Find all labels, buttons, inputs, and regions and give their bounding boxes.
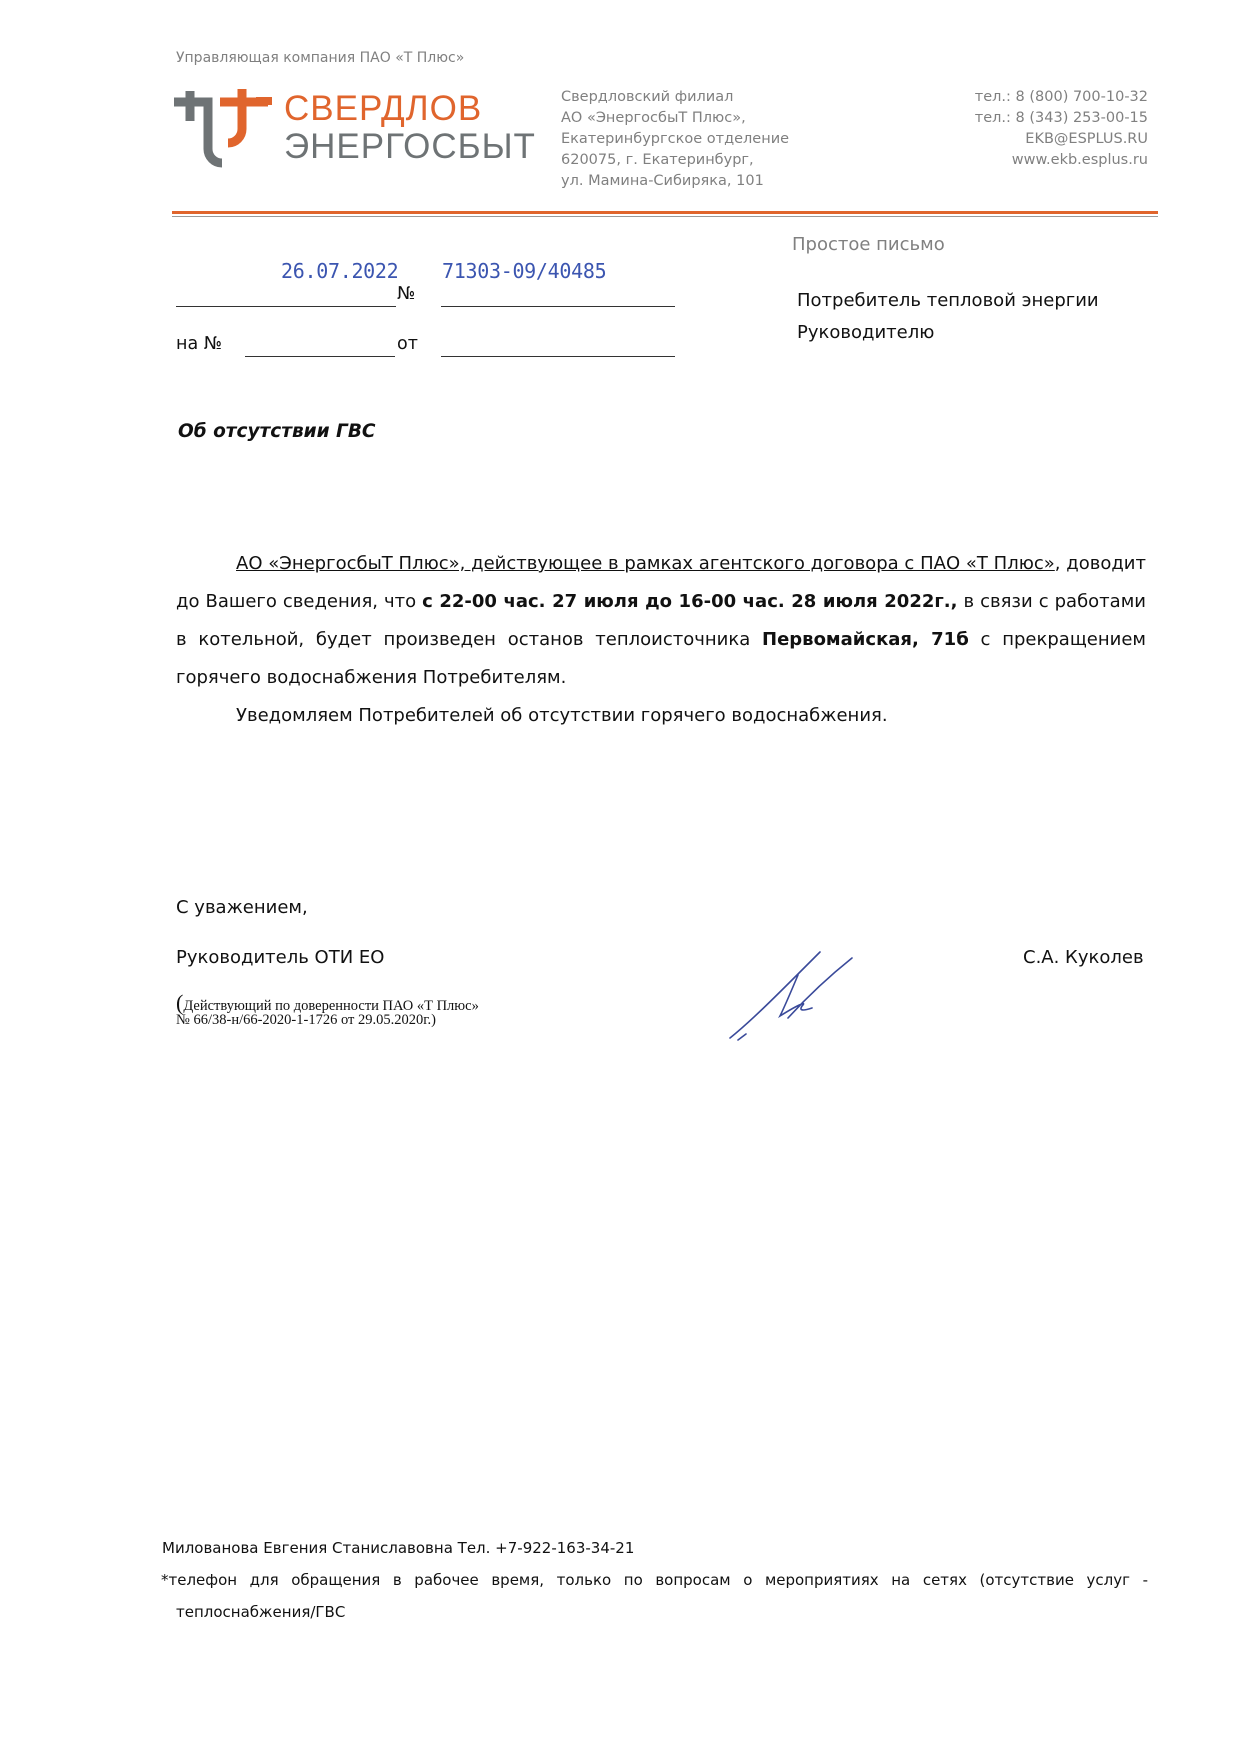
- power-of-attorney: [176, 990, 479, 1029]
- addressee-line: Потребитель тепловой энергии: [797, 290, 1099, 311]
- signer-position: Руководитель ОТИ ЕО: [176, 947, 385, 968]
- company-logo: [172, 85, 536, 169]
- body-text: в связи с работами в котельной, будет произведен останов теплоисточника: [176, 591, 1146, 650]
- addressee: [797, 285, 1099, 349]
- heat-source: Первомайская, 71б: [762, 629, 969, 650]
- body-paragraph-1: [176, 545, 1146, 697]
- org-line: ул. Мамина-Сибиряка, 101: [561, 173, 764, 189]
- phone-2: тел.: 8 (343) 253-00-15: [974, 110, 1148, 126]
- executor: Милованова Евгения Станиславовна Тел. +7-922-163-34-21: [162, 1539, 635, 1557]
- logo-line-1: СВЕРДЛОВ: [284, 89, 483, 128]
- org-line: Екатеринбургское отделение: [561, 131, 790, 147]
- body-text: с прекращением горячего водоснабжения Потребителям.: [176, 629, 1146, 688]
- body-text: , доводит до Вашего сведения, что: [176, 553, 1146, 612]
- outgoing-number: 71303-09/40485: [442, 259, 607, 283]
- from-label: от: [397, 334, 418, 354]
- logo-line-2: ЭНЕРГОСБЫТ: [284, 127, 536, 166]
- open-paren: (: [176, 990, 184, 1015]
- letter-type: Простое письмо: [792, 234, 945, 255]
- org-line: Свердловский филиал: [561, 89, 734, 105]
- sender-name: АО «ЭнергосбыТ Плюс», действующее в рамках агентского договора с ПАО «Т Плюс»: [236, 553, 1055, 574]
- subject: Об отсутствии ГВС: [178, 421, 376, 442]
- parent-company: Управляющая компания ПАО «Т Плюс»: [176, 50, 465, 66]
- org-line: АО «ЭнергосбыТ Плюс»,: [561, 110, 746, 126]
- org-line: 620075, г. Екатеринбург,: [561, 152, 754, 168]
- handwritten-signature: [728, 950, 858, 1044]
- header-divider-grey: [172, 216, 1158, 217]
- email: EKB@ESPLUS.RU: [1025, 131, 1148, 147]
- reply-date-underline: [441, 356, 675, 357]
- reply-to-label: на №: [176, 334, 222, 354]
- addressee-line: Руководителю: [797, 322, 935, 343]
- date-underline: [176, 306, 396, 307]
- footnote-line-1: *телефон для обращения в рабочее время, только по вопросам о мероприятиях на сетях (отсутствие услуг -: [161, 1571, 1148, 1589]
- outage-period: с 22-00 час. 27 июля до 16-00 час. 28 июля 2022г.,: [422, 591, 958, 612]
- poa-line-1: Действующий по доверенности ПАО «Т Плюс»: [183, 998, 479, 1014]
- reply-number-underline: [245, 356, 395, 357]
- signer-name: С.А. Куколев: [1023, 947, 1144, 968]
- phone-1: тел.: 8 (800) 700-10-32: [974, 89, 1148, 105]
- website: www.ekb.esplus.ru: [1011, 152, 1148, 168]
- letter-body: [176, 545, 1146, 735]
- footnote-line-2: теплоснабжения/ГВС: [176, 1603, 346, 1621]
- poa-line-2: № 66/38-н/66-2020-1-1726 от 29.05.2020г.): [176, 1012, 437, 1028]
- closing: С уважением,: [176, 897, 308, 918]
- contacts: [975, 87, 1148, 171]
- org-address: [561, 87, 789, 192]
- number-label: №: [397, 284, 416, 304]
- header-divider-orange: [172, 211, 1158, 214]
- body-paragraph-2: Уведомляем Потребителей об отсутствии горячего водоснабжения.: [236, 705, 888, 726]
- number-underline: [441, 306, 675, 307]
- outgoing-date: 26.07.2022: [281, 259, 399, 283]
